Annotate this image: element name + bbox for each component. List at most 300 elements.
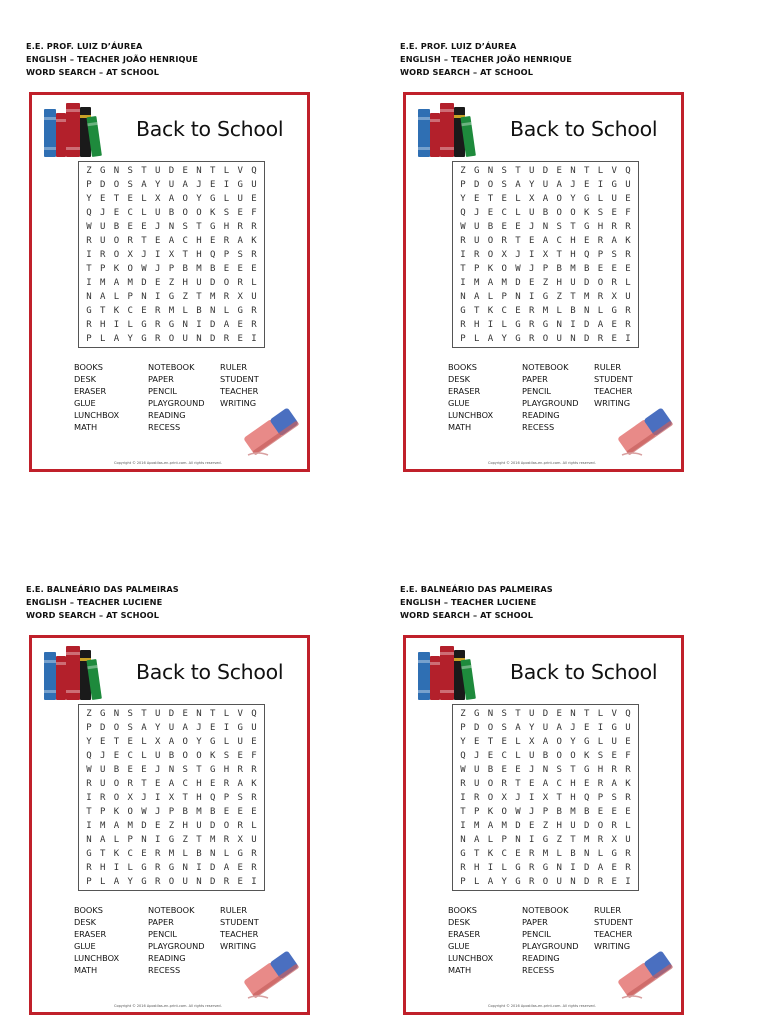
grid-row [83,735,260,749]
grid-letter: R [251,250,257,260]
grid-letter: U [196,278,202,288]
grid-letter: Y [86,737,92,747]
school-name: E.E. BALNEÁRIO DAS PALMEIRAS [26,584,179,594]
grid-letter: M [501,821,507,831]
grid-letter: Z [542,278,549,288]
grid-letter: Z [460,166,466,176]
grid-letter: U [237,737,243,747]
grid-row [457,164,634,178]
grid-letter: B [570,306,576,316]
letter-grid [452,704,639,891]
grid-letter: E [474,737,480,747]
word-item: NOTEBOOK [148,362,195,372]
grid-letter: J [515,793,521,803]
grid-letter: E [210,180,216,190]
grid-letter: D [542,709,549,719]
grid-letter: E [529,236,535,246]
grid-letter: E [210,723,216,733]
grid-letter: E [611,863,617,873]
word-item: GLUE [74,398,96,408]
grid-letter: Y [155,723,161,733]
grid-letter: H [223,765,230,775]
grid-letter: D [168,166,175,176]
grid-letter: I [113,863,120,873]
grid-letter: M [474,821,480,831]
grid-letter: D [584,278,590,288]
grid-letter: E [251,264,257,274]
grid-letter: L [223,306,230,316]
grid-letter: X [168,250,175,260]
grid-letter: O [542,334,549,344]
grid-letter: U [542,180,549,190]
activity-line: WORD SEARCH – AT SCHOOL [400,610,534,620]
grid-letter: R [251,863,257,873]
grid-letter: P [168,807,175,817]
grid-letter: B [542,751,549,761]
grid-letter: T [570,222,576,232]
word-item: PLAYGROUND [148,398,205,408]
grid-row [83,777,260,791]
grid-letter: N [182,320,188,330]
grid-row [457,847,634,861]
teacher-line: ENGLISH – TEACHER LUCIENE [26,597,163,607]
grid-letter: T [570,292,576,302]
grid-letter: K [113,807,120,817]
grid-letter: L [625,821,631,831]
grid-letter: U [529,751,535,761]
worksheet-header [26,40,198,79]
grid-letter: S [223,751,230,761]
grid-letter: D [584,334,590,344]
grid-letter: X [155,737,161,747]
grid-letter: N [196,334,202,344]
grid-letter: R [251,222,257,232]
grid-letter: N [168,765,175,775]
grid-letter: E [141,306,147,316]
grid-letter: J [141,793,147,803]
grid-letter: E [515,306,521,316]
grid-letter: I [529,835,535,845]
word-column [220,361,259,409]
grid-letter: E [141,222,147,232]
grid-letter: A [542,194,549,204]
grid-letter: G [100,709,106,719]
word-column [522,361,579,433]
grid-letter: X [542,793,549,803]
grid-letter: U [182,334,188,344]
grid-letter: G [86,849,92,859]
grid-letter: R [597,835,604,845]
grid-letter: G [460,306,466,316]
grid-letter: K [113,849,120,859]
grid-letter: J [155,264,161,274]
word-item: STUDENT [220,917,259,927]
word-item: LUNCHBOX [74,410,120,420]
grid-letter: L [251,821,257,831]
grid-letter: T [196,835,202,845]
grid-letter: L [141,194,147,204]
grid-letter: O [196,751,202,761]
grid-letter: J [100,751,106,761]
grid-letter: C [182,236,188,246]
grid-letter: G [515,320,521,330]
grid-letter: X [611,835,617,845]
word-search-card [403,635,684,1015]
grid-letter: R [460,236,466,246]
grid-letter: U [625,180,631,190]
grid-letter: A [487,877,494,887]
grid-letter: N [210,306,216,316]
grid-letter: R [155,877,161,887]
grid-row [457,234,634,248]
grid-letter: D [542,166,549,176]
grid-letter: N [210,849,216,859]
grid-letter: A [100,835,106,845]
grid-letter: T [113,194,120,204]
grid-letter: T [515,166,521,176]
grid-letter: I [597,723,604,733]
grid-letter: I [570,320,576,330]
grid-row [83,234,260,248]
grid-letter: T [196,765,202,775]
grid-letter: T [100,306,106,316]
word-item: LUNCHBOX [448,953,494,963]
grid-row [457,749,634,763]
grid-letter: E [487,208,494,218]
word-item: TEACHER [220,929,259,939]
grid-letter: O [556,194,562,204]
grid-letter: G [584,765,590,775]
word-item: ERASER [448,929,481,939]
grid-letter: G [542,320,549,330]
books-icon [42,644,108,700]
grid-letter: U [625,723,631,733]
grid-letter: P [542,807,549,817]
word-column [522,904,579,976]
grid-letter: I [223,723,230,733]
grid-row [83,192,260,206]
books-icon [416,101,482,157]
grid-letter: P [127,292,133,302]
grid-letter: E [625,807,631,817]
grid-letter: C [556,779,562,789]
grid-letter: J [570,180,576,190]
grid-letter: N [515,835,521,845]
grid-letter: G [141,334,147,344]
grid-letter: G [210,194,216,204]
grid-letter: H [100,863,106,873]
grid-letter: A [113,278,120,288]
grid-letter: R [223,835,230,845]
grid-letter: A [542,737,549,747]
grid-letter: C [501,751,507,761]
grid-letter: A [487,334,494,344]
grid-letter: P [460,334,466,344]
grid-letter: B [556,264,562,274]
grid-letter: U [474,779,480,789]
grid-letter: L [597,194,604,204]
grid-letter: E [515,765,521,775]
grid-letter: Q [86,751,92,761]
grid-letter: N [86,835,92,845]
word-item: READING [522,410,560,420]
grid-letter: A [223,863,230,873]
grid-letter: B [487,222,494,232]
grid-letter: N [584,849,590,859]
activity-line: WORD SEARCH – AT SCHOOL [26,610,160,620]
grid-letter: S [237,793,243,803]
grid-letter: R [611,278,617,288]
grid-row [83,276,260,290]
grid-letter: U [155,751,161,761]
grid-letter: E [127,222,133,232]
grid-letter: M [168,306,175,316]
word-column [594,904,633,952]
grid-letter: U [474,236,480,246]
grid-letter: B [182,807,188,817]
grid-letter: R [237,222,243,232]
grid-letter: P [460,723,466,733]
grid-letter: O [223,278,230,288]
grid-letter: S [501,180,507,190]
grid-letter: J [529,264,535,274]
grid-letter: I [155,793,161,803]
grid-row [457,290,634,304]
grid-row [83,805,260,819]
grid-letter: R [597,292,604,302]
grid-letter: T [515,709,521,719]
grid-letter: L [597,306,604,316]
grid-letter: D [210,278,216,288]
grid-letter: J [570,723,576,733]
grid-letter: Q [460,751,466,761]
grid-letter: R [597,779,604,789]
grid-row [83,164,260,178]
grid-letter: A [237,236,243,246]
grid-letter: H [100,320,106,330]
grid-letter: D [210,863,216,873]
grid-letter: L [487,835,494,845]
books-icon [416,644,482,700]
grid-letter: B [570,849,576,859]
grid-letter: N [86,292,92,302]
grid-letter: G [460,849,466,859]
grid-letter: T [570,765,576,775]
grid-letter: R [529,877,535,887]
grid-letter: T [487,737,494,747]
grid-letter: Z [86,166,92,176]
word-item: WRITING [220,398,257,408]
grid-letter: I [529,292,535,302]
grid-letter: A [515,180,521,190]
grid-letter: J [529,807,535,817]
grid-letter: S [501,723,507,733]
grid-row [457,248,634,262]
grid-letter: K [487,264,494,274]
word-column [148,904,205,976]
grid-letter: M [542,306,549,316]
grid-letter: F [625,751,631,761]
grid-letter: B [210,264,216,274]
grid-letter: A [223,320,230,330]
grid-letter: O [597,278,604,288]
grid-letter: T [86,807,92,817]
grid-letter: B [196,849,202,859]
grid-letter: R [100,793,106,803]
grid-letter: H [196,793,202,803]
grid-letter: R [155,863,161,873]
grid-letter: Y [529,723,535,733]
grid-letter: B [182,264,188,274]
grid-letter: B [210,807,216,817]
grid-letter: N [570,877,576,887]
grid-letter: E [474,194,480,204]
word-item: PAPER [148,374,174,384]
grid-letter: G [515,877,521,887]
grid-letter: A [542,779,549,789]
grid-letter: X [529,194,535,204]
grid-letter: A [556,180,562,190]
grid-letter: E [611,807,617,817]
grid-letter: G [474,166,480,176]
grid-letter: R [611,821,617,831]
grid-letter: R [223,236,230,246]
grid-letter: I [155,835,161,845]
grid-letter: G [542,835,549,845]
grid-letter: Y [529,180,535,190]
grid-letter: T [210,709,216,719]
grid-letter: E [210,236,216,246]
grid-letter: M [196,264,202,274]
word-search-card [29,92,310,472]
grid-letter: I [529,793,535,803]
worksheet [26,40,326,500]
grid-letter: E [584,779,590,789]
grid-letter: I [86,278,92,288]
grid-letter: N [487,709,494,719]
grid-letter: H [196,250,202,260]
grid-letter: A [168,737,175,747]
grid-letter: L [625,278,631,288]
worksheet [400,40,700,500]
grid-letter: J [474,208,480,218]
grid-letter: E [237,334,243,344]
grid-row [457,791,634,805]
grid-letter: L [515,737,521,747]
grid-letter: M [210,292,216,302]
grid-letter: O [113,779,120,789]
word-item: PLAYGROUND [148,941,205,951]
grid-letter: E [611,264,617,274]
grid-letter: A [113,334,120,344]
word-item: RECESS [522,422,555,432]
letter-grid [78,161,265,348]
grid-letter: T [141,166,147,176]
grid-letter: I [86,250,92,260]
grid-letter: U [474,222,480,232]
grid-letter: R [611,765,617,775]
grid-letter: C [501,208,507,218]
grid-letter: K [584,751,590,761]
grid-letter: Z [556,835,562,845]
grid-letter: U [100,236,106,246]
grid-letter: G [237,306,243,316]
grid-letter: U [251,723,257,733]
grid-letter: R [86,779,92,789]
grid-letter: P [86,180,92,190]
grid-letter: E [515,222,521,232]
grid-letter: H [474,863,480,873]
grid-letter: Z [556,292,562,302]
grid-letter: G [141,877,147,887]
word-item: RULER [594,905,622,915]
grid-row [457,777,634,791]
grid-letter: G [168,320,175,330]
grid-letter: O [127,807,133,817]
word-item: PAPER [522,374,548,384]
grid-letter: O [487,180,494,190]
grid-letter: O [556,208,562,218]
grid-letter: W [86,222,92,232]
word-item: RECESS [148,965,181,975]
grid-letter: J [100,208,106,218]
grid-letter: S [237,250,243,260]
grid-letter: Y [501,877,507,887]
grid-letter: C [127,751,133,761]
grid-letter: L [487,292,494,302]
grid-letter: Y [196,194,202,204]
grid-letter: N [113,709,120,719]
grid-letter: L [223,849,230,859]
grid-letter: A [182,723,188,733]
grid-letter: E [611,877,617,887]
grid-letter: R [625,250,631,260]
word-item: ERASER [74,386,107,396]
grid-letter: H [570,793,576,803]
grid-letter: M [196,807,202,817]
grid-letter: E [501,194,507,204]
grid-letter: E [251,737,257,747]
grid-letter: C [556,236,562,246]
grid-letter: A [556,723,562,733]
grid-letter: H [196,236,202,246]
grid-letter: E [625,194,631,204]
grid-letter: W [86,765,92,775]
grid-letter: I [460,793,466,803]
grid-letter: O [501,264,507,274]
grid-letter: Y [155,180,161,190]
grid-letter: M [542,849,549,859]
grid-letter: R [625,320,631,330]
grid-letter: E [182,709,188,719]
grid-letter: M [584,835,590,845]
grid-letter: H [570,236,576,246]
grid-row [457,707,634,721]
grid-letter: C [501,849,507,859]
word-item: PLAYGROUND [522,398,579,408]
word-item: STUDENT [594,917,633,927]
grid-letter: G [542,292,549,302]
grid-letter: H [556,821,562,831]
grid-letter: I [570,863,576,873]
grid-letter: S [127,166,133,176]
grid-letter: Y [570,194,576,204]
grid-letter: S [127,723,133,733]
grid-letter: R [529,334,535,344]
grid-row [83,791,260,805]
grid-letter: C [127,208,133,218]
grid-letter: D [141,278,147,288]
